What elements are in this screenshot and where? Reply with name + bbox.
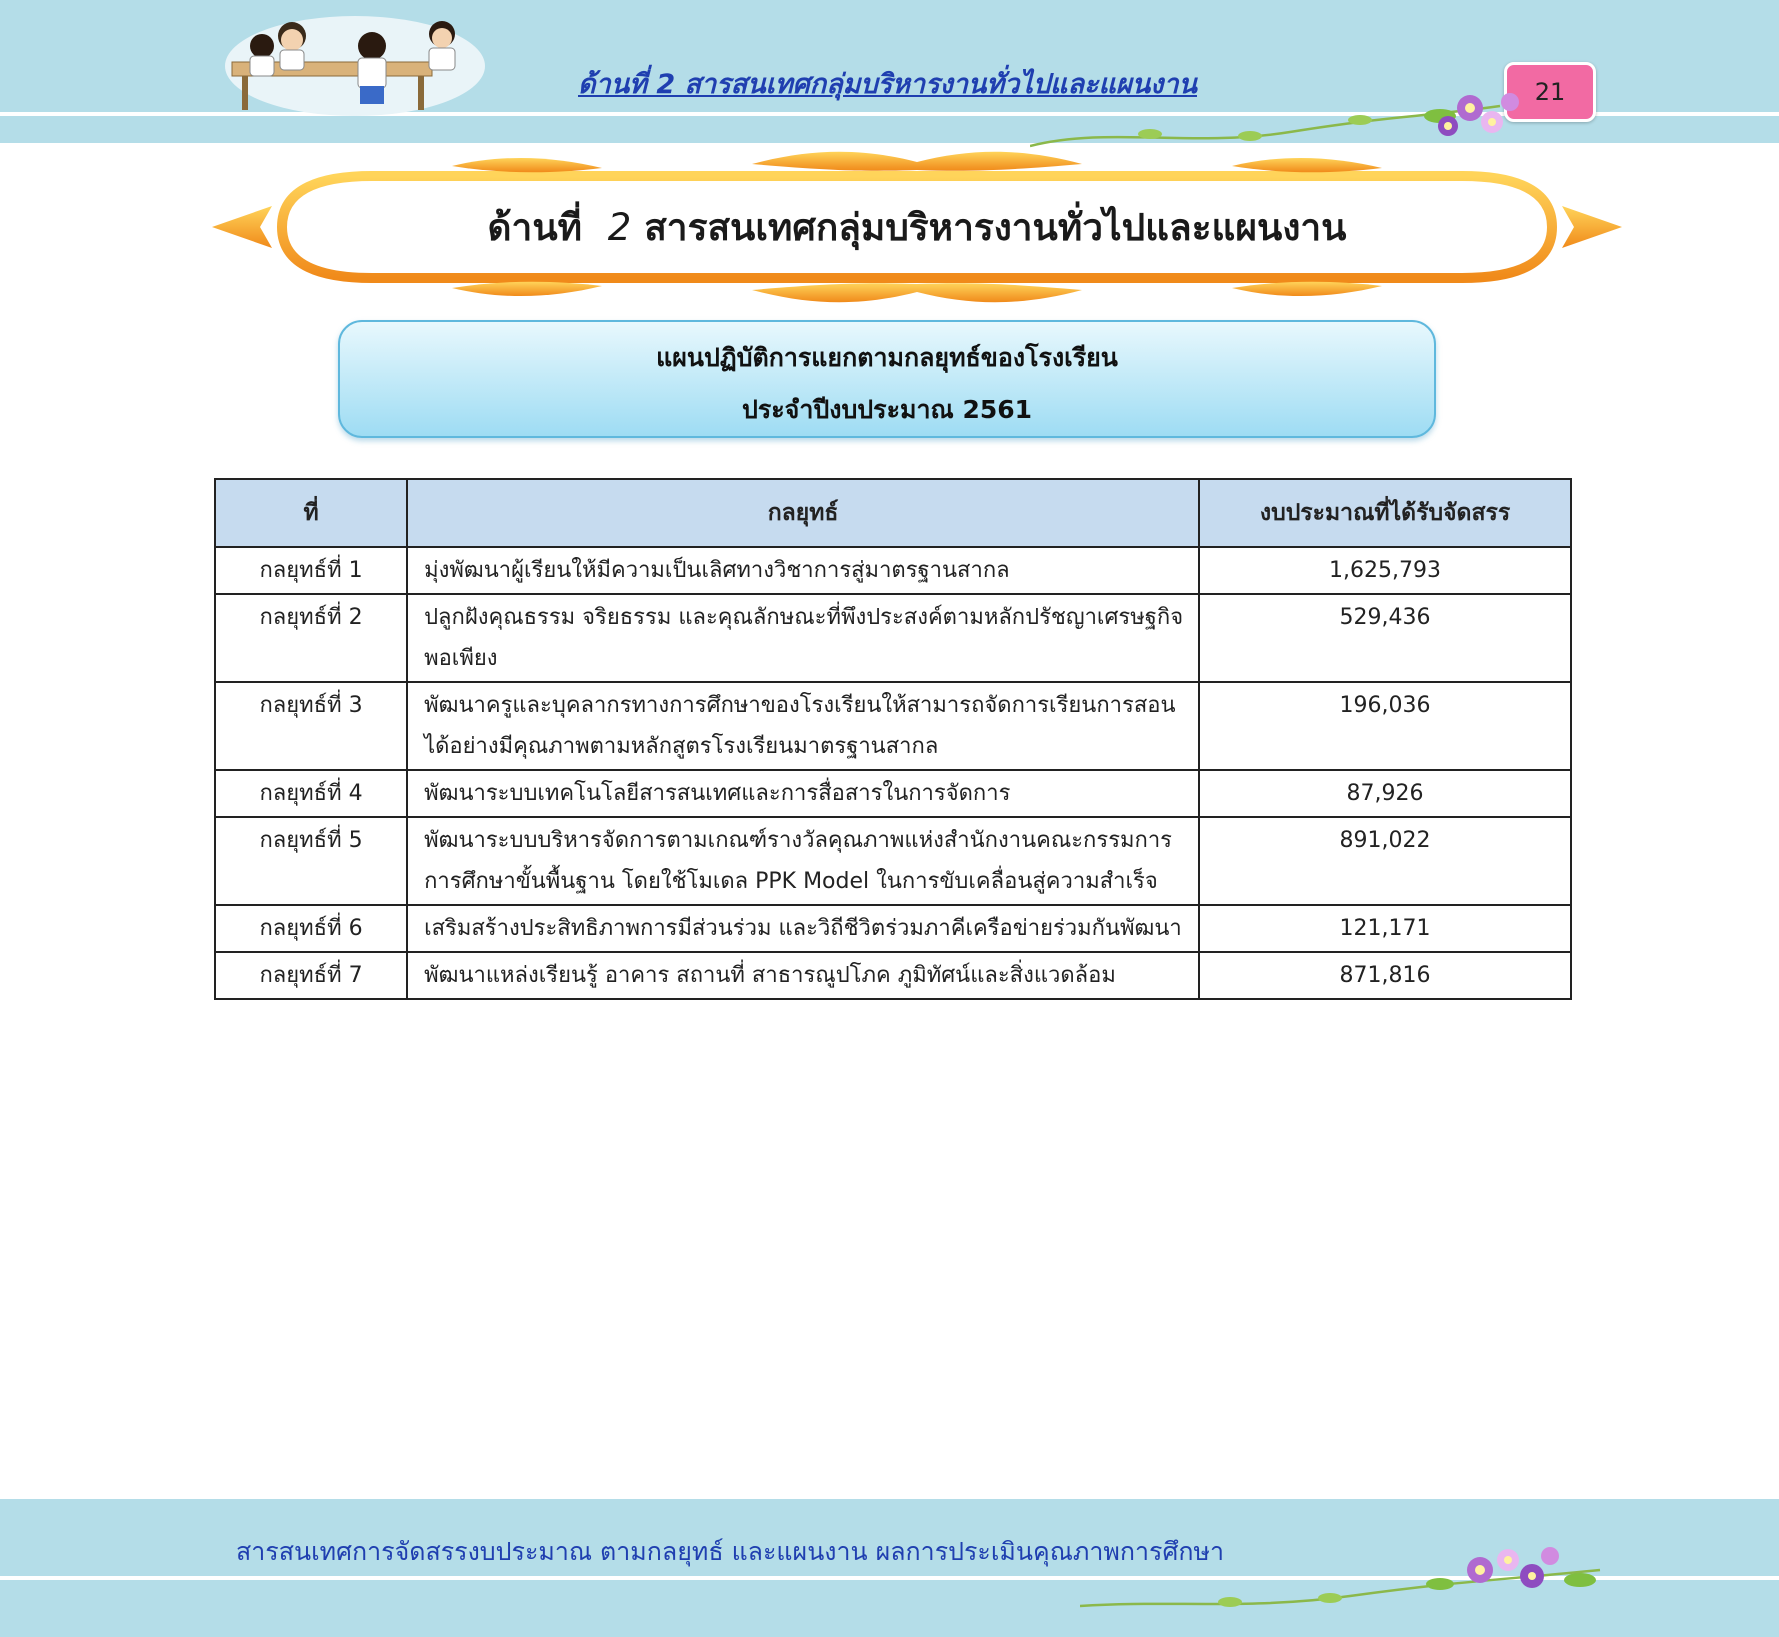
strategy-no: กลยุทธ์ที่ 3	[215, 682, 407, 770]
strategy-no: กลยุทธ์ที่ 6	[215, 905, 407, 952]
strategy-budget: 196,036	[1199, 682, 1571, 770]
strategy-text: พัฒนาระบบเทคโนโลยีสารสนเทศและการสื่อสารในการจัดการ	[407, 770, 1199, 817]
table-row	[215, 594, 1571, 682]
strategy-text: ปลูกฝังคุณธรรม จริยธรรม และคุณลักษณะที่พึงประสงค์ตามหลักปรัชญาเศรษฐกิจพอเพียง	[407, 594, 1199, 682]
table-row	[215, 770, 1571, 817]
strategy-no: กลยุทธ์ที่ 1	[215, 547, 407, 594]
strategy-text: เสริมสร้างประสิทธิภาพการมีส่วนร่วม และวิถีชีวิตร่วมภาคีเครือข่ายร่วมกันพัฒนา	[407, 905, 1199, 952]
subtitle-line-1: แผนปฏิบัติการแยกตามกลยุทธ์ของโรงเรียน	[656, 343, 1118, 372]
page-number-badge: 21	[1504, 62, 1596, 122]
banner-title-rest: สารสนเทศกลุ่มบริหารงานทั่วไปและแผนงาน	[644, 206, 1347, 249]
header-title: ด้านที่ 2 สารสนเทศกลุ่มบริหารงานทั่วไปและแผนงาน	[578, 69, 1197, 100]
strategy-text: พัฒนาระบบบริหารจัดการตามเกณฑ์รางวัลคุณภาพแห่งสำนักงานคณะกรรมการการศึกษาขั้นพื้นฐาน โดยใช้โมเดล PPK Model ในการขับเคลื่อนสู่ความสำเร็จ	[407, 817, 1199, 905]
flower-vine-icon	[1030, 86, 1530, 156]
strategy-budget: 1,625,793	[1199, 547, 1571, 594]
strategy-budget: 121,171	[1199, 905, 1571, 952]
flower-vine-icon	[1080, 1540, 1620, 1620]
strategy-no: กลยุทธ์ที่ 2	[215, 594, 407, 682]
header-strategy: กลยุทธ์	[407, 479, 1199, 547]
strategy-budget: 891,022	[1199, 817, 1571, 905]
kids-classroom-illustration	[222, 6, 488, 118]
banner-title-number: 2	[607, 206, 632, 249]
table-row	[215, 682, 1571, 770]
table-row	[215, 952, 1571, 999]
strategy-text: พัฒนาแหล่งเรียนรู้ อาคาร สถานที่ สาธารณูปโภค ภูมิทัศน์และสิ่งแวดล้อม	[407, 952, 1199, 999]
subtitle-line-2: ประจำปีงบประมาณ 2561	[741, 395, 1033, 424]
header-no: ที่	[215, 479, 407, 547]
banner-title	[212, 198, 1622, 257]
strategy-text: พัฒนาครูและบุคลากรทางการศึกษาของโรงเรียนให้สามารถจัดการเรียนการสอนได้อย่างมีคุณภาพตามหลักสูตรโรงเรียนมาตรฐานสากล	[407, 682, 1199, 770]
subtitle-box	[338, 320, 1436, 438]
strategy-no: กลยุทธ์ที่ 4	[215, 770, 407, 817]
banner-title-prefix: ด้านที่	[487, 206, 583, 249]
strategy-budget-table	[214, 478, 1572, 1000]
table-row	[215, 905, 1571, 952]
strategy-budget: 871,816	[1199, 952, 1571, 999]
strategy-text: มุ่งพัฒนาผู้เรียนให้มีความเป็นเลิศทางวิชาการสู่มาตรฐานสากล	[407, 547, 1199, 594]
header-budget: งบประมาณที่ได้รับจัดสรร	[1199, 479, 1571, 547]
strategy-budget: 87,926	[1199, 770, 1571, 817]
footer-text: สารสนเทศการจัดสรรงบประมาณ ตามกลยุทธ์ และแผนงาน ผลการประเมินคุณภาพการศึกษา	[236, 1537, 1225, 1566]
strategy-budget: 529,436	[1199, 594, 1571, 682]
table-header-row	[215, 479, 1571, 547]
table-row	[215, 817, 1571, 905]
table-row	[215, 547, 1571, 594]
strategy-no: กลยุทธ์ที่ 7	[215, 952, 407, 999]
strategy-no: กลยุทธ์ที่ 5	[215, 817, 407, 905]
